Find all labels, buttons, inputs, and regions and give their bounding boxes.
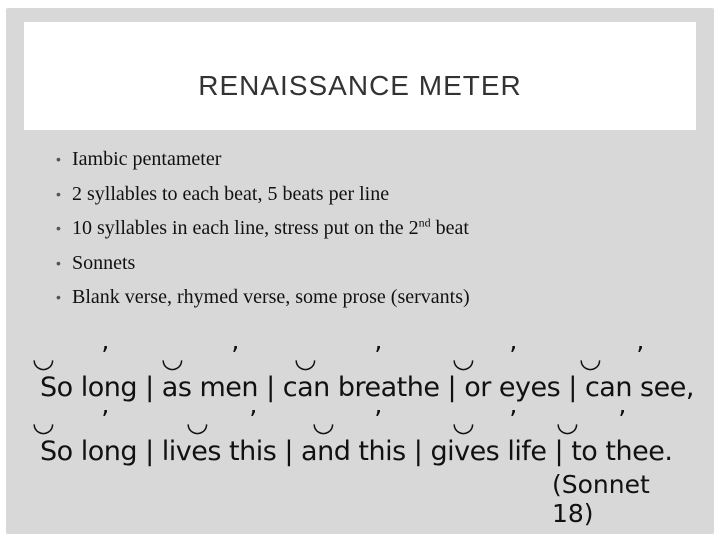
slide-title: RENAISSANCE METER (198, 70, 522, 101)
stressed-mark-icon: ʼ (101, 342, 110, 372)
slide (6, 8, 714, 534)
unstressed-mark-icon: ◡ (452, 408, 475, 438)
bullet-icon: • (56, 254, 61, 271)
bullet-text: Iambic pentameter (72, 148, 222, 170)
stressed-mark-icon: ʼ (374, 406, 383, 436)
bullet-text: Sonnets (72, 251, 136, 274)
stressed-mark-icon: ʼ (101, 406, 110, 436)
stressed-mark-icon: ʼ (249, 406, 258, 436)
unstressed-mark-icon: ◡ (556, 408, 579, 438)
bullet-text (72, 217, 469, 239)
bullet-item (56, 285, 470, 320)
stressed-mark-icon: ʼ (509, 342, 518, 372)
unstressed-mark-icon: ◡ (161, 344, 184, 374)
verse-line-1: So long | as men | can breathe | or eyes | can see, (40, 372, 694, 403)
unstressed-mark-icon: ◡ (32, 408, 55, 438)
bullet-list (56, 147, 470, 320)
bullet-text: Blank verse, rhymed verse, some prose (servants) (72, 286, 470, 308)
bullet-item (56, 251, 470, 286)
stressed-mark-icon: ʼ (374, 342, 383, 372)
stressed-mark-icon: ʼ (231, 342, 240, 372)
ordinal-suffix: nd (418, 215, 431, 230)
bullet-icon: • (56, 185, 61, 202)
bullet-icon: • (56, 289, 61, 305)
unstressed-mark-icon: ◡ (32, 344, 55, 374)
bullet-icon: • (56, 151, 61, 167)
stressed-mark-icon: ʼ (636, 342, 645, 372)
unstressed-mark-icon: ◡ (452, 344, 475, 374)
bullet-icon: • (56, 220, 61, 236)
unstressed-mark-icon: ◡ (579, 344, 602, 374)
bullet-item (56, 216, 470, 251)
verse-line-2: So long | lives this | and this | gives life | to thee. (40, 436, 673, 467)
bullet-text: 2 syllables to each beat, 5 beats per line (72, 182, 390, 205)
title-box (24, 22, 696, 130)
stressed-mark-icon: ʼ (618, 406, 627, 436)
unstressed-mark-icon: ◡ (312, 408, 335, 438)
bullet-text-part: beat (430, 217, 469, 239)
bullet-text-part: 10 syllables in each line, stress put on the 2 (72, 217, 419, 239)
unstressed-mark-icon: ◡ (186, 408, 209, 438)
bullet-item (56, 147, 470, 182)
bullet-item (56, 182, 470, 217)
source-citation: (Sonnet 18) (552, 470, 650, 528)
unstressed-mark-icon: ◡ (294, 344, 317, 374)
stressed-mark-icon: ʼ (509, 406, 518, 436)
